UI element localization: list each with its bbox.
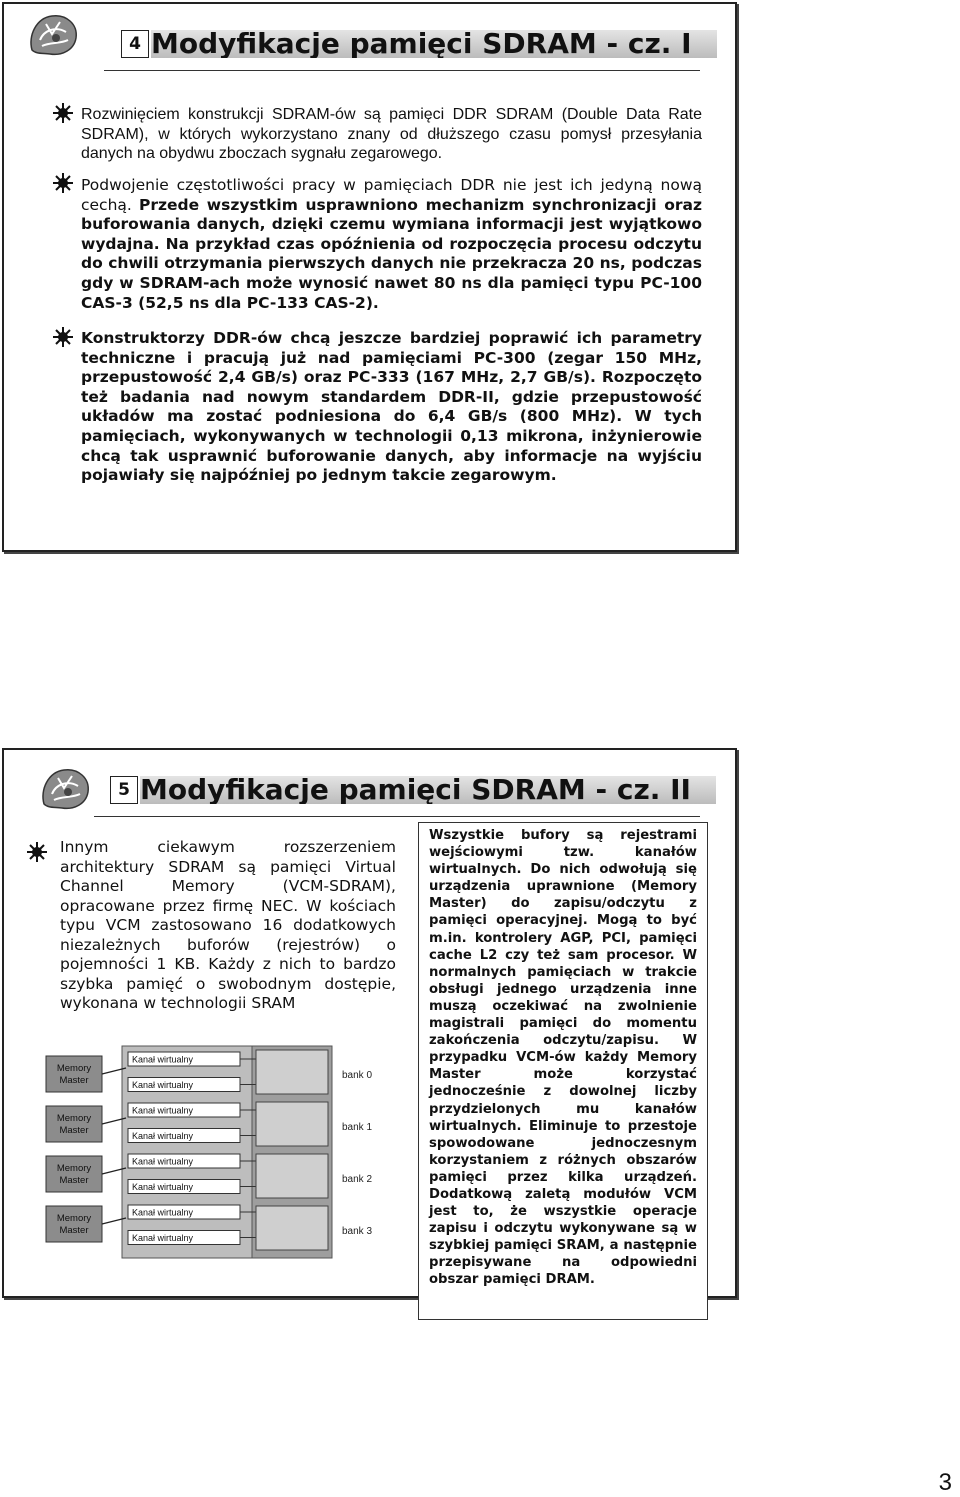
slide-5	[2, 748, 737, 1298]
memory-master-box	[46, 1056, 102, 1092]
page-number: 3	[938, 1469, 952, 1496]
virtual-channel-label: Kanał wirtualny	[132, 1080, 194, 1090]
memory-master-label: Memory	[56, 1063, 92, 1074]
title-rule	[94, 816, 700, 817]
bank-label: bank 0	[342, 1070, 373, 1081]
title-rule	[104, 70, 700, 71]
vcm-explanation-box: Wszystkie bufory są rejestrami wejściowymi tzw. kanałów wirtualnych. Do nich odwołują się urządzenia uprawnione (Memory Master) do zapisu/odczytu z pamięci operacyjnej. Mogą to być m.in. kontrolery AGP, PCI, pamięci cache L2 czy też sam procesor. W normalnych pamięciach w trakcie obsługi jednego urządzenia inne muszą oczekiwać na zwolnienie magistrali pamięci do momentu zakończenia odczytu/zapisu. W przypadku VCM-ów każdy Memory Master może korzystać jednocześnie z dowolnej liczby przydzielonych mu kanałów wirtualnych. Eliminuje to przestoje spowodowane jednoczesnym korzystaniem z różnych obszarów pamięci przez kilka urządzeń. Dodatkową zaletą modułów VCM jest to, że wszystkie operacje zapisu i odczytu wykonywane są w szybkiej pamięci SRAM, a następnie przepisywane na odpowiedni obszar pamięci DRAM.	[418, 822, 708, 1320]
slide-number: 5	[110, 776, 138, 804]
memory-master-label: Master	[59, 1075, 89, 1086]
star-bullet-icon	[52, 172, 74, 194]
slide-4	[2, 2, 737, 552]
memory-master-box	[46, 1106, 102, 1142]
virtual-channel-label: Kanał wirtualny	[132, 1207, 194, 1218]
virtual-channel-label: Kanał wirtualny	[132, 1105, 194, 1116]
slide-title: Modyfikacje pamięci SDRAM - cz. I	[151, 30, 717, 58]
star-bullet-icon	[52, 326, 74, 348]
feature-detail-text: Przede wszystkim usprawniono mechanizm synchronizacji oraz buforowania danych, dzięki czemu wymiana informacji jest wyjątkowo wydajna. Na przykład czas opóźnienia od rozpoczęcia procesu odczytu do chwili otrzymania pierwszych danych nie przekracza 20 ns, podczas gdy w SDRAM-ach może wynosić nawet 80 ns dla pamięci typu PC-100 CAS-3 (52,5 ns dla PC-133 CAS-2).	[81, 195, 702, 312]
dram-bank-box	[256, 1206, 328, 1250]
paragraph-ddr-features	[81, 176, 702, 313]
memory-master-label: Memory	[56, 1163, 92, 1174]
university-logo-icon	[38, 764, 94, 814]
star-bullet-icon	[26, 841, 48, 863]
bank-label: bank 1	[342, 1122, 373, 1133]
university-logo-icon	[26, 10, 82, 60]
bank-label: bank 2	[342, 1174, 373, 1185]
dram-bank-box	[256, 1102, 328, 1146]
memory-master-box	[46, 1156, 102, 1192]
vcm-architecture-diagram	[42, 1042, 412, 1264]
star-bullet-icon	[52, 102, 74, 124]
slide-title: Modyfikacje pamięci SDRAM - cz. II	[140, 776, 716, 804]
memory-master-label: Master	[59, 1175, 89, 1186]
feature-lead-text: Podwojenie częstotliwości pracy w pamięciach DDR nie jest ich jedyną nową cechą.	[81, 176, 702, 214]
paragraph-ddr-intro: Rozwinięciem konstrukcji SDRAM-ów są pamięci DDR SDRAM (Double Data Rate SDRAM), w których wykorzystano znany od dłuższego czasu pomysł przesyłania danych na obydwu zboczach sygnału zegarowego.	[81, 106, 702, 163]
virtual-channel-label: Kanał wirtualny	[132, 1233, 194, 1243]
virtual-channel-label: Kanał wirtualny	[132, 1156, 194, 1167]
memory-master-box	[46, 1206, 102, 1242]
virtual-channel-label: Kanał wirtualny	[132, 1182, 194, 1192]
memory-master-label: Master	[59, 1225, 89, 1236]
bank-label: bank 3	[342, 1226, 373, 1237]
slide-number: 4	[121, 30, 149, 58]
dram-bank-box	[256, 1050, 328, 1094]
paragraph-vcm: Innym ciekawym rozszerzeniem architektury SDRAM są pamięci Virtual Channel Memory (VCM-SDRAM), opracowane przez firmę NEC. W kościach typu VCM zastosowano 16 dodatkowych niezależnych buforów (rejestrów) o pojemności 1 KB. Każdy z nich to bardzo szybka pamięć o swobodnym dostępie, wykonana w technologii SRAM	[60, 838, 396, 1012]
memory-master-label: Memory	[56, 1213, 92, 1224]
memory-master-label: Master	[59, 1125, 89, 1136]
paragraph-ddr-future: Konstruktorzy DDR-ów chcą jeszcze bardziej poprawić ich parametry techniczne i pracują już nad pamięciami PC-300 (zegar 150 MHz, przepustowość 2,4 GB/s) oraz PC-333 (167 MHz, 2,7 GB/s). Rozpoczęto też badania nad nowym standardem DDR-II, gdzie przepustowość układów ma zostać podniesiona do 6,4 GB/s (800 MHz). W tych pamięciach, wykonywanych w technologii 0,13 mikrona, inżynierowie chcą tak usprawnić buforowanie danych, aby informacje na wyjściu pojawiały się najpóźniej po jednym takcie zegarowym.	[81, 329, 702, 485]
virtual-channel-label: Kanał wirtualny	[132, 1054, 194, 1065]
virtual-channel-label: Kanał wirtualny	[132, 1131, 194, 1141]
memory-master-label: Memory	[56, 1113, 92, 1124]
dram-bank-box	[256, 1154, 328, 1198]
